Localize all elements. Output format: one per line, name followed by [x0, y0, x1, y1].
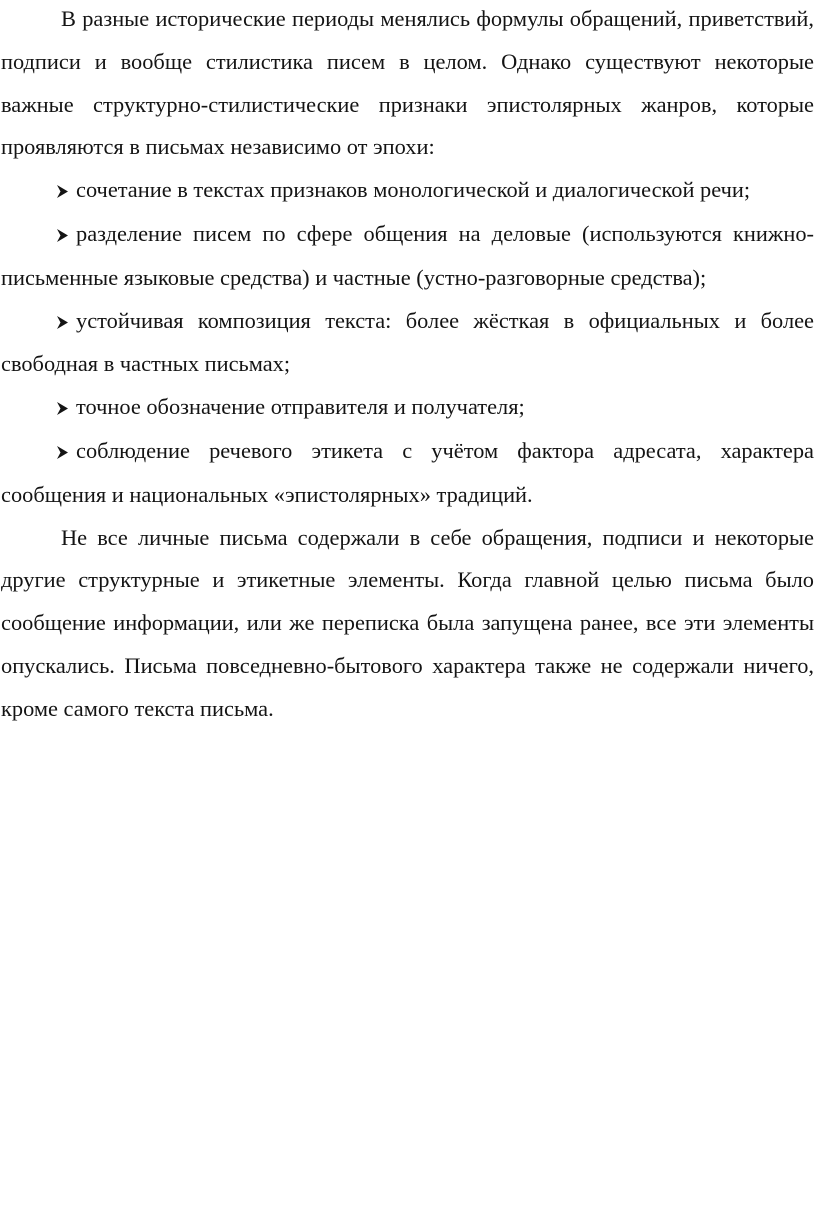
list-item: [1, 386, 814, 430]
document-body: [1, 0, 814, 731]
list-item: [1, 169, 814, 213]
arrowhead-bullet-icon: [56, 214, 76, 257]
list-item: [1, 300, 814, 387]
arrowhead-bullet-icon: [56, 170, 76, 213]
intro-paragraph: В разные исторические периоды менялись формулы обращений, приветствий, подписи и вообще стилистика писем в целом. Однако существуют некоторые важные структурно-стилистические признаки эпистолярных жанров, которые проявляются в письмах независимо от эпохи:: [1, 6, 814, 160]
list-item-text: устойчивая композиция текста: более жёсткая в официальных и более свободная в частных письмах;: [1, 307, 814, 377]
closing-paragraph: Не все личные письма содержали в себе обращения, подписи и некоторые другие структурные и этикетные элементы. Когда главной целью письма было сообщение информации, или же переписка была запущена ранее, все эти элементы опускались. Письма повседневно-бытового характера также не содержали ничего, кроме самого текста письма.: [1, 524, 814, 721]
list-item-text: разделение писем по сфере общения на деловые (используются книжно-письменные языковые средства) и частные (устно-разговорные средства);: [1, 220, 814, 290]
arrowhead-bullet-icon: [56, 387, 76, 430]
list-item-text: соблюдение речевого этикета с учётом фактора адресата, характера сообщения и национальных «эпистолярных» традиций.: [1, 437, 814, 507]
list-item-text: сочетание в текстах признаков монологической и диалогической речи;: [76, 177, 751, 203]
list-item: [1, 213, 814, 300]
arrowhead-bullet-icon: [56, 431, 76, 474]
list-item-text: точное обозначение отправителя и получателя;: [76, 394, 525, 420]
arrowhead-bullet-icon: [56, 301, 76, 344]
list-item: [1, 430, 814, 517]
